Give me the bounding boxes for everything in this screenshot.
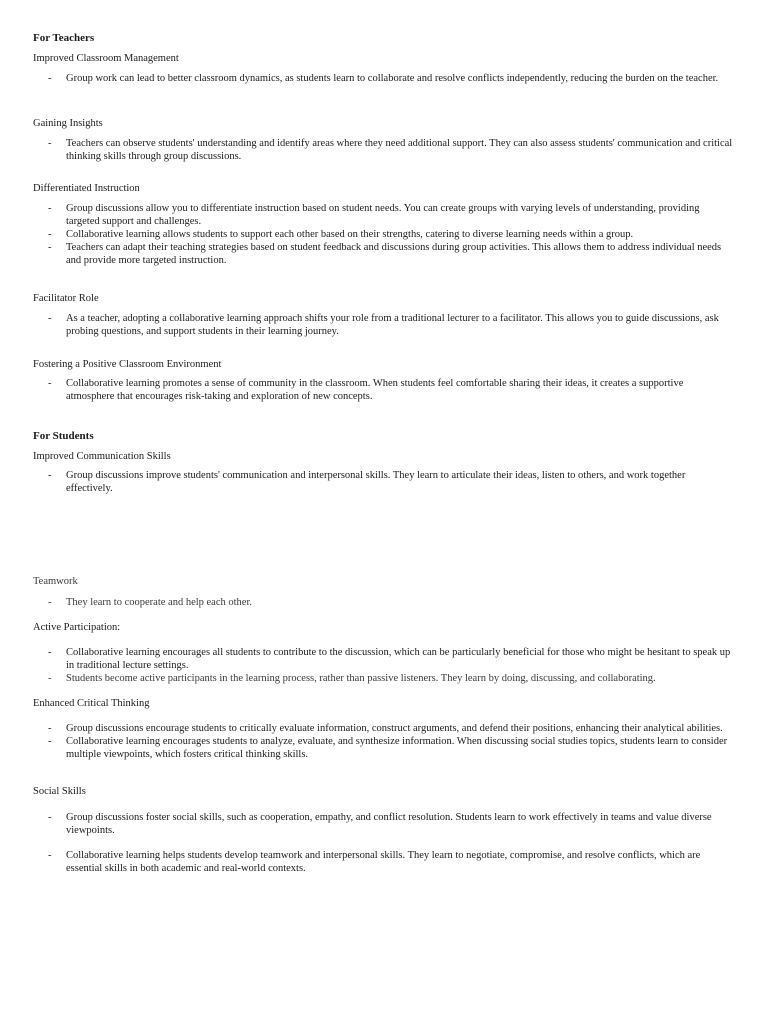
bullet-dash: - <box>48 470 52 481</box>
list-item-text: Group work can lead to better classroom dynamics, as students learn to collaborate and resolve conflicts independently, reducing the burden on the teacher. <box>66 73 719 84</box>
list-item-text: Teachers can observe students' understanding and identify areas where they need additional support. They can also assess students' communication and critical thinking skills through group discussions. <box>66 138 733 162</box>
list-item-text: Collaborative learning helps students develop teamwork and interpersonal skills. They learn to negotiate, compromise, and resolve conflicts, which are essential skills in both academic and real-world contexts. <box>66 850 701 874</box>
bullet-dash: - <box>48 723 52 734</box>
list-item <box>33 596 733 609</box>
heading-differentiated-instruction: Differentiated Instruction <box>33 183 140 194</box>
list-item <box>33 137 733 163</box>
bullet-list <box>33 811 733 875</box>
section-title-students: For Students <box>33 430 94 442</box>
list-item <box>33 672 733 685</box>
list-item-text: Group discussions foster social skills, such as cooperation, empathy, and conflict resolution. Students learn to work effectively in teams and value diverse viewpoints. <box>66 812 712 836</box>
bullet-dash: - <box>48 378 52 389</box>
bullet-list <box>33 722 733 761</box>
list-item <box>33 735 733 761</box>
list-item-text: Group discussions allow you to differentiate instruction based on student needs. You can create groups with varying levels of understanding, providing targeted support and challenges. <box>66 203 700 227</box>
bullet-list <box>33 202 733 267</box>
bullet-dash: - <box>48 597 52 608</box>
section-title-teachers: For Teachers <box>33 32 95 44</box>
list-item-text: Students become active participants in the learning process, rather than passive listeners. They learn by doing, discussing, and collaborating. <box>66 673 656 684</box>
list-item <box>33 72 733 85</box>
heading-critical-thinking: Enhanced Critical Thinking <box>33 698 150 709</box>
bullet-dash: - <box>48 850 52 861</box>
heading-teamwork: Teamwork <box>33 576 78 587</box>
list-item <box>33 722 733 735</box>
list-item-text: Collaborative learning promotes a sense of community in the classroom. When students feel comfortable sharing their ideas, it creates a supportive atmosphere that encourages risk-taking and exploration of new concepts. <box>66 378 684 402</box>
bullet-dash: - <box>48 203 52 214</box>
heading-positive-environment: Fostering a Positive Classroom Environment <box>33 359 222 370</box>
list-item <box>33 202 733 228</box>
list-item <box>33 469 733 495</box>
bullet-dash: - <box>48 313 52 324</box>
bullet-list <box>33 312 733 338</box>
bullet-list <box>33 377 733 403</box>
list-item-text: Group discussions improve students' communication and interpersonal skills. They learn to articulate their ideas, listen to others, and work together effectively. <box>66 470 686 494</box>
list-item-text: Collaborative learning encourages students to analyze, evaluate, and synthesize information. When discussing social studies topics, students learn to consider multiple viewpoints, which fosters critical thinking skills. <box>66 736 728 760</box>
list-item-text: Group discussions encourage students to critically evaluate information, construct arguments, and defend their positions, enhancing their analytical abilities. <box>66 723 723 734</box>
list-item-text: Collaborative learning encourages all students to contribute to the discussion, which can be particularly beneficial for those who might be hesitant to speak up in traditional lecture settings. <box>66 647 731 671</box>
heading-social-skills: Social Skills <box>33 786 86 797</box>
list-item <box>33 811 733 837</box>
bullet-dash: - <box>48 138 52 149</box>
bullet-dash: - <box>48 242 52 253</box>
bullet-list <box>33 596 733 609</box>
bullet-dash: - <box>48 673 52 684</box>
heading-classroom-management: Improved Classroom Management <box>33 53 179 64</box>
list-item <box>33 849 733 875</box>
list-item-text: As a teacher, adopting a collaborative learning approach shifts your role from a traditional lecturer to a facilitator. This allows you to guide discussions, ask probing questions, and support students in their learning journey. <box>66 313 719 337</box>
list-item-text: They learn to cooperate and help each other. <box>66 597 252 608</box>
list-item <box>33 241 733 267</box>
list-item <box>33 377 733 403</box>
bullet-dash: - <box>48 812 52 823</box>
list-item <box>33 646 733 672</box>
bullet-dash: - <box>48 736 52 747</box>
list-item-text: Teachers can adapt their teaching strategies based on student feedback and discussions during group activities. This allows them to address individual needs and provide more targeted instruction. <box>66 242 722 266</box>
list-item <box>33 228 733 241</box>
heading-active-participation: Active Participation: <box>33 622 121 633</box>
bullet-dash: - <box>48 73 52 84</box>
list-item <box>33 312 733 338</box>
bullet-list <box>33 72 733 85</box>
heading-facilitator-role: Facilitator Role <box>33 293 99 304</box>
bullet-list <box>33 137 733 163</box>
heading-gaining-insights: Gaining Insights <box>33 118 103 129</box>
bullet-dash: - <box>48 647 52 658</box>
heading-communication-skills: Improved Communication Skills <box>33 451 171 462</box>
bullet-list <box>33 646 733 685</box>
bullet-list <box>33 469 733 495</box>
list-item-text: Collaborative learning allows students to support each other based on their strengths, catering to diverse learning needs within a group. <box>66 229 634 240</box>
bullet-dash: - <box>48 229 52 240</box>
